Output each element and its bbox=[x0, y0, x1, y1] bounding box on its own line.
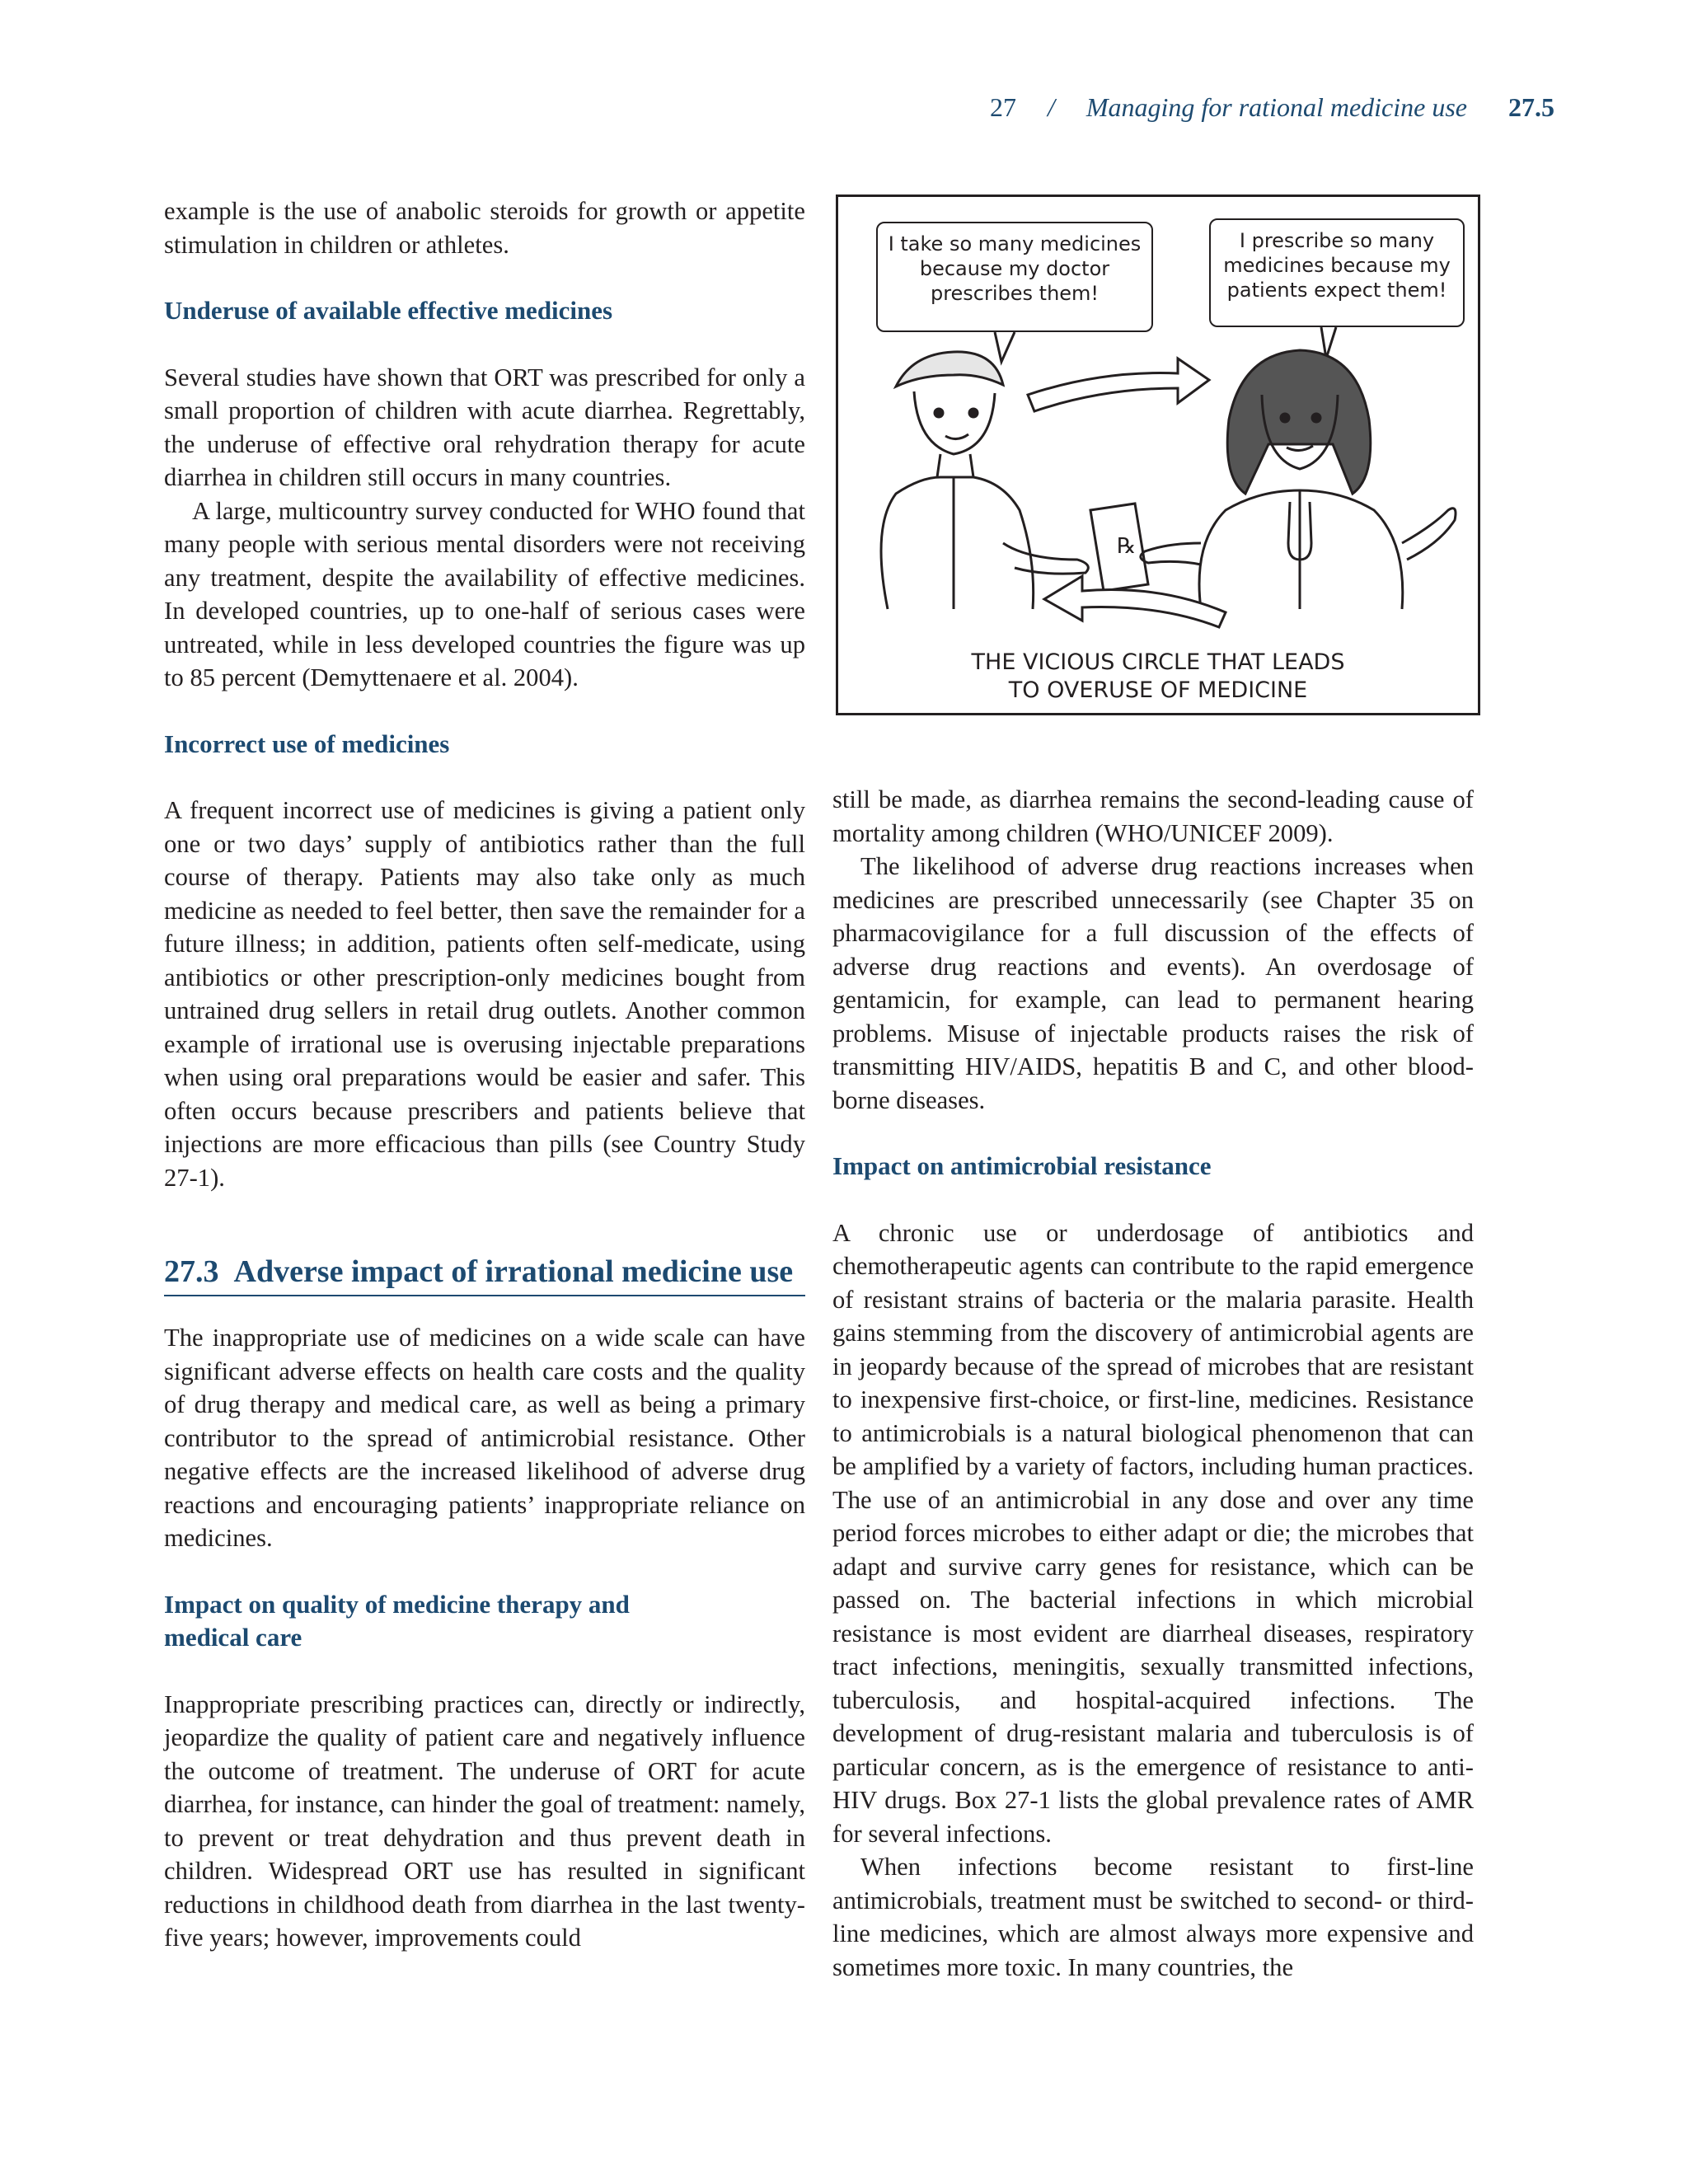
header-separator: / bbox=[1047, 92, 1055, 122]
paragraph-underuse-2: A large, multicountry survey conducted for WHO found that many people with serious mental disorders were not receiving any treatment, despite the availability of effective medicines. In developed countries, up to one-half of serious cases were untreated, while in less developed countries the figure was up to 85 percent (Demyttenaere et al. 2004). bbox=[164, 496, 805, 691]
caption-line-2: TO OVERUSE OF MEDICINE bbox=[1008, 677, 1308, 703]
chapter-title: Managing for rational medicine use bbox=[1085, 92, 1467, 122]
paragraph-section-intro: The inappropriate use of medicines on a wide scale can have significant adverse effects on health care costs and the quality of drug therapy and medical care, as well as being a primary contributor to the spread of antimicrobial resistance. Other negative effects are the increased likelihood of adverse drug reactions and encouraging patients’ inappropriate reliance on medicines. bbox=[164, 1324, 805, 1552]
page-number: 27.5 bbox=[1508, 92, 1554, 122]
section-heading bbox=[164, 1252, 805, 1296]
paragraph-intro: example is the use of anabolic steroids for growth or appetite stimulation in children or athletes. bbox=[164, 197, 805, 259]
paragraph-amr-2: When infections become resistant to first-line antimicrobials, treatment must be switched to second- or third-line medicines, which are almost always more expensive and sometimes more toxic. In many countries, the bbox=[832, 1853, 1474, 1981]
paragraph-quality: Inappropriate prescribing practices can, directly or indirectly, jeopardize the quality of patient care and negatively influence the outcome of treatment. The underuse of ORT for acute diarrhea, for instance, can hinder the goal of treatment: namely, to prevent or treat dehydration and thus prevent death in children. Widespread ORT use has resulted in significant reductions in childhood death from diarrhea in the last twenty-five years; however, improvements could bbox=[164, 1690, 805, 1952]
left-column bbox=[164, 194, 805, 1955]
heading-underuse: Underuse of available effective medicines bbox=[164, 296, 613, 325]
paragraph-incorrect-use: A frequent incorrect use of medicines is giving a patient only one or two days’ supply of antibiotics rather than the full course of therapy. Patients may also take only as much medicine as needed to feel better, then save the remainder for a future illness; in addition, patients often self-medicate, using antibiotics or other prescription-only medicines bought from untrained drug sellers in retail drug outlets. Another common example of irrational use is overusing injectable preparations when using oral preparations would be easier and safer. This often occurs because prescribers and patients believe that injections are more efficacious than pills (see Country Study 27-1). bbox=[164, 796, 805, 1192]
chapter-number: 27 bbox=[989, 92, 1016, 122]
heading-incorrect-use: Incorrect use of medicines bbox=[164, 729, 450, 758]
rx-symbol: ℞ bbox=[1117, 534, 1137, 559]
paragraph-adverse-reactions: The likelihood of adverse drug reactions increases when medicines are prescribed unnecessarily (see Chapter 35 on pharmacovigilance for a full discussion of the effects of adverse drug reactions and events). An overdosage of gentamicin, for example, can lead to permanent hearing problems. Misuse of injectable products raises the risk of transmitting HIV/AIDS, hepatitis B and C, and other blood-borne diseases. bbox=[832, 852, 1474, 1114]
vicious-circle-figure bbox=[836, 194, 1480, 715]
section-title: Adverse impact of irrational medicine use bbox=[233, 1254, 794, 1289]
heading-antimicrobial-resistance: Impact on antimicrobial resistance bbox=[832, 1151, 1212, 1180]
doctor-speech-bubble: I prescribe so many medicines because my patients expect them! bbox=[1209, 218, 1465, 327]
paragraph-underuse-1: Several studies have shown that ORT was prescribed for only a small proportion of children with acute diarrhea. Regrettably, the underuse of effective oral rehydration therapy for acute diarrhea in children still occurs in many countries. bbox=[164, 363, 805, 491]
heading-quality: Impact on quality of medicine therapy and medical care bbox=[164, 1589, 630, 1652]
paragraph-amr-1: A chronic use or underdosage of antibiotics and chemotherapeutic agents can contribute to the rapid emergence of resistant strains of bacteria or the malaria parasite. Health gains stemming from the discovery of antimicrobial agents are in jeopardy because of the spread of microbes that are resistant to inexpensive first-choice, or first-line, medicines. Resistance to antimicrobials is a natural biological phenomenon that can be amplified by a variety of factors, including human practices. The use of an antimicrobial in any dose and over any time period forces microbes to either adapt or die; the microbes that adapt and survive carry genes for resistance, which can be passed on. The bacterial infections in which microbial resistance is most evident are diarrheal diseases, respiratory tract infections, meningitis, sexually transmitted infections, tuberculosis, and hospital-acquired infections. The development of drug-resistant malaria and tuberculosis is of particular concern, as is the emergence of resistance to anti-HIV drugs. Box 27-1 lists the global prevalence rates of AMR for several infections. bbox=[832, 1218, 1474, 1848]
section-number: 27.3 bbox=[164, 1254, 219, 1289]
patient-speech-bubble: I take so many medicines because my doctor prescribes them! bbox=[876, 222, 1153, 332]
paragraph-continued: still be made, as diarrhea remains the second-leading cause of mortality among children (WHO/UNICEF 2009). bbox=[832, 785, 1474, 847]
caption-line-1: THE VICIOUS CIRCLE THAT LEADS bbox=[971, 649, 1345, 675]
running-head bbox=[990, 92, 1554, 123]
figure-caption bbox=[838, 649, 1478, 705]
right-column bbox=[832, 783, 1474, 1984]
